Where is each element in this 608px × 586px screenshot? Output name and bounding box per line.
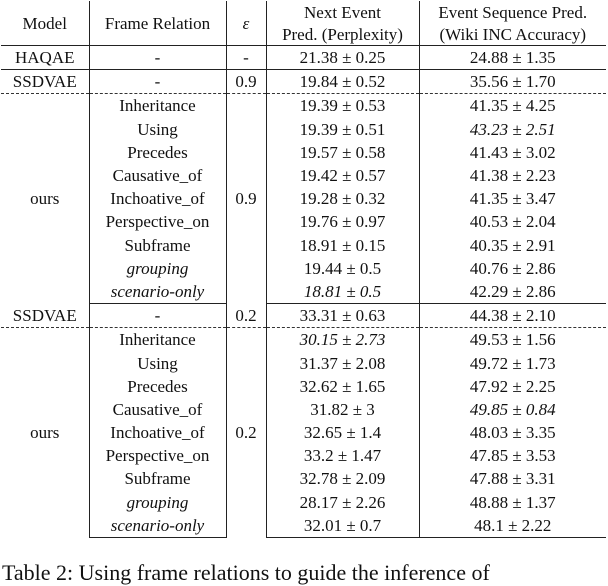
table-row	[1, 398, 606, 421]
cell-next-event: 28.17 ± 2.26	[266, 491, 419, 514]
cell-next-event: 19.28 ± 0.32	[266, 187, 419, 210]
header-event-seq-line2: (Wiki INC Accuracy)	[419, 23, 606, 46]
cell-event-seq: 24.88 ± 1.35	[419, 46, 606, 70]
cell-next-event: 32.62 ± 1.65	[266, 375, 419, 398]
cell-event-seq: 42.29 ± 2.86	[419, 280, 606, 304]
cell-relation: Inheritance	[89, 94, 226, 118]
cell-model-ours: ours	[1, 94, 89, 304]
cell-relation: Subframe	[89, 234, 226, 257]
cell-next-event: 32.65 ± 1.4	[266, 421, 419, 444]
table-row	[1, 280, 606, 304]
cell-relation: scenario-only	[89, 280, 226, 304]
cell-event-seq: 41.43 ± 3.02	[469, 142, 556, 162]
table-row	[1, 164, 606, 187]
table-row	[1, 70, 606, 94]
cell-relation: Inchoative_of	[89, 421, 226, 444]
cell-epsilon: 0.2	[226, 328, 266, 538]
cell-next-event: 32.78 ± 2.09	[266, 467, 419, 490]
cell-next-event: 19.39 ± 0.51	[266, 118, 419, 141]
cell-relation: grouping	[89, 257, 226, 280]
header-epsilon: ε	[226, 1, 266, 46]
table-row	[1, 187, 606, 210]
cell-next-event: 19.76 ± 0.97	[266, 210, 419, 233]
header-next-event-line2: Pred. (Perplexity)	[266, 23, 419, 46]
cell-event-seq: 44.38 ± 2.10	[469, 306, 556, 326]
cell-event-seq: 43.23 ± 2.51	[469, 119, 556, 139]
header-next-event-line1: Next Event	[266, 1, 419, 23]
cell-event-seq: 47.85 ± 3.53	[469, 446, 556, 466]
cell-event-seq: 48.1 ± 2.22	[419, 514, 606, 538]
table-row	[1, 444, 606, 467]
cell-next-event: 19.84 ± 0.52	[266, 70, 419, 94]
cell-relation: Perspective_on	[89, 444, 226, 467]
table-row	[1, 46, 606, 70]
cell-relation: Using	[89, 118, 226, 141]
cell-event-seq: 41.35 ± 4.25	[419, 94, 606, 118]
cell-relation: Using	[89, 351, 226, 374]
table-row	[1, 210, 606, 233]
table-row	[1, 118, 606, 141]
table-row	[1, 234, 606, 257]
cell-epsilon: 0.9	[226, 94, 266, 304]
cell-relation: -	[89, 46, 226, 70]
cell-relation: grouping	[89, 491, 226, 514]
table-row	[1, 514, 606, 538]
table-row	[1, 94, 606, 118]
cell-next-event: 19.42 ± 0.57	[266, 164, 419, 187]
cell-event-seq: 48.03 ± 3.35	[469, 423, 556, 443]
cell-relation: -	[89, 70, 226, 94]
results-table	[1, 1, 606, 538]
cell-next-event: 31.82 ± 3	[266, 398, 419, 421]
cell-model: HAQAE	[1, 46, 89, 70]
table-row	[1, 375, 606, 398]
cell-event-seq: 41.38 ± 2.23	[469, 166, 556, 186]
cell-event-seq: 47.92 ± 2.25	[469, 376, 556, 396]
cell-next-event: 19.39 ± 0.53	[266, 94, 419, 118]
cell-relation: Inheritance	[89, 328, 226, 352]
cell-next-event: 18.81 ± 0.5	[266, 280, 419, 304]
cell-event-seq: 40.53 ± 2.04	[469, 212, 556, 232]
table-row	[1, 328, 606, 352]
cell-epsilon: 0.9	[226, 70, 266, 94]
cell-model: SSDVAE	[1, 304, 89, 328]
cell-relation: Perspective_on	[89, 210, 226, 233]
cell-relation: Subframe	[89, 467, 226, 490]
cell-next-event: 33.31 ± 0.63	[266, 304, 419, 328]
cell-relation: Precedes	[89, 141, 226, 164]
table-row	[1, 467, 606, 490]
cell-relation: scenario-only	[89, 514, 226, 538]
cell-next-event: 30.15 ± 2.73	[266, 328, 419, 352]
cell-event-seq: 48.88 ± 1.37	[469, 492, 556, 512]
cell-event-seq: 47.88 ± 3.31	[469, 469, 556, 489]
cell-next-event: 32.01 ± 0.7	[266, 514, 419, 538]
table-row	[1, 257, 606, 280]
table-row	[1, 351, 606, 374]
cell-relation: Causative_of	[89, 398, 226, 421]
cell-event-seq: 35.56 ± 1.70	[469, 72, 556, 92]
table-row	[1, 141, 606, 164]
cell-epsilon: 0.2	[226, 304, 266, 328]
cell-epsilon: -	[226, 46, 266, 70]
cell-event-seq: 49.72 ± 1.73	[469, 353, 556, 373]
table-row	[1, 491, 606, 514]
cell-model-ours: ours	[1, 328, 89, 538]
table-row	[1, 304, 606, 328]
cell-relation: Precedes	[89, 375, 226, 398]
header-model: Model	[1, 1, 89, 46]
cell-relation: Causative_of	[89, 164, 226, 187]
cell-event-seq: 49.85 ± 0.84	[469, 399, 556, 419]
header-event-seq-line1: Event Sequence Pred.	[438, 2, 588, 22]
cell-next-event: 31.37 ± 2.08	[266, 351, 419, 374]
cell-next-event: 19.44 ± 0.5	[266, 257, 419, 280]
cell-relation: -	[89, 304, 226, 328]
table-caption: Table 2: Using frame relations to guide the inference of	[2, 560, 490, 585]
cell-relation: Inchoative_of	[89, 187, 226, 210]
cell-event-seq: 41.35 ± 3.47	[469, 189, 556, 209]
cell-event-seq: 49.53 ± 1.56	[419, 328, 606, 352]
cell-event-seq: 40.76 ± 2.86	[469, 258, 556, 278]
cell-model: SSDVAE	[1, 70, 89, 94]
cell-next-event: 19.57 ± 0.58	[266, 141, 419, 164]
cell-event-seq: 40.35 ± 2.91	[469, 235, 556, 255]
cell-next-event: 21.38 ± 0.25	[266, 46, 419, 70]
cell-next-event: 18.91 ± 0.15	[266, 234, 419, 257]
cell-next-event: 33.2 ± 1.47	[266, 444, 419, 467]
header-frame-relation: Frame Relation	[89, 1, 226, 46]
table-row	[1, 421, 606, 444]
